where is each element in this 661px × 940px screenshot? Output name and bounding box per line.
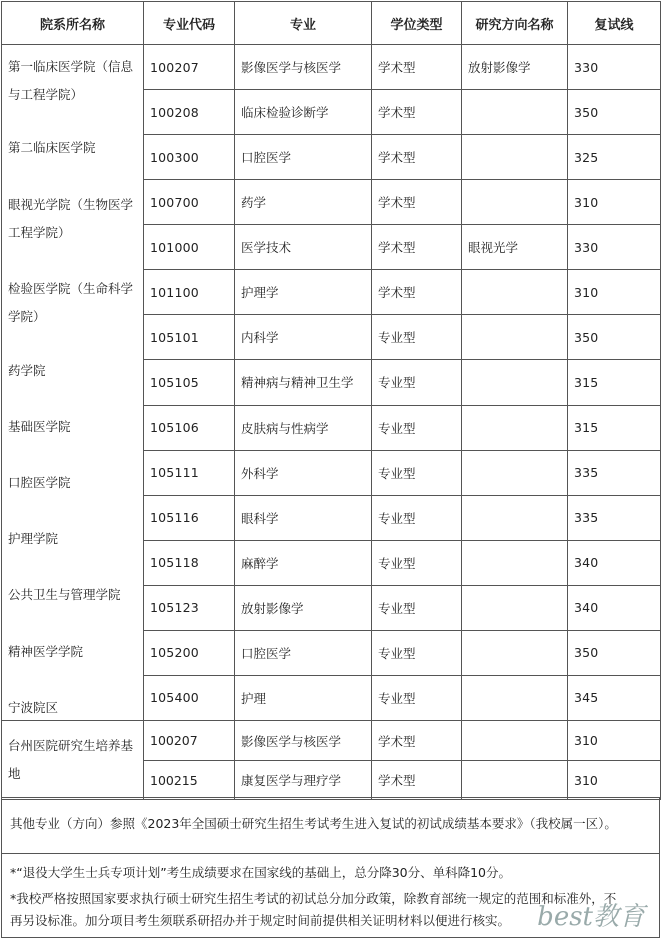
cell-score: 340 xyxy=(568,585,661,630)
department-name: 口腔医学院 xyxy=(8,475,71,490)
cell-type: 专业型 xyxy=(372,405,462,450)
cell-direction xyxy=(462,585,568,630)
cell-direction xyxy=(462,540,568,585)
cell-code: 105116 xyxy=(144,495,235,540)
cell-direction xyxy=(462,270,568,315)
watermark-logo: best教育 xyxy=(537,902,645,932)
cell-score: 350 xyxy=(568,90,661,135)
cell-direction: 放射影像学 xyxy=(462,45,568,90)
cell-score: 325 xyxy=(568,135,661,180)
header-department: 院系所名称 xyxy=(2,2,144,45)
cell-type: 专业型 xyxy=(372,540,462,585)
cell-type: 学术型 xyxy=(372,721,462,761)
cell-major: 护理学 xyxy=(235,270,372,315)
cell-major: 眼科学 xyxy=(235,495,372,540)
note-bonus-policy-1: *我校严格按照国家要求执行硕士研究生招生考试的初试总分加分政策，除教育部统一规定的范围和标准外，不 xyxy=(10,891,617,906)
note-veteran-plan: *“退役大学生士兵专项计划”考生成绩要求在国家线的基础上，总分降30分、单科降10分。 xyxy=(10,865,512,880)
cell-type: 学术型 xyxy=(372,45,462,90)
cell-major: 皮肤病与性病学 xyxy=(235,405,372,450)
cell-code: 105101 xyxy=(144,315,235,360)
cell-code: 105200 xyxy=(144,630,235,675)
notes-section xyxy=(1,797,660,938)
header-research-direction: 研究方向名称 xyxy=(462,2,568,45)
cell-type: 学术型 xyxy=(372,135,462,180)
cell-code: 101100 xyxy=(144,270,235,315)
cell-major: 医学技术 xyxy=(235,225,372,270)
cell-code: 100207 xyxy=(144,45,235,90)
cell-score: 350 xyxy=(568,315,661,360)
cell-type: 专业型 xyxy=(372,360,462,405)
cell-score: 315 xyxy=(568,360,661,405)
table-header-row xyxy=(2,2,661,45)
cell-code: 105400 xyxy=(144,675,235,720)
cell-major: 口腔医学 xyxy=(235,135,372,180)
cell-score: 340 xyxy=(568,540,661,585)
department-name: 宁波院区 xyxy=(8,700,59,715)
cell-major: 临床检验诊断学 xyxy=(235,90,372,135)
cell-score: 310 xyxy=(568,180,661,225)
cell-code: 105123 xyxy=(144,585,235,630)
cell-code: 105105 xyxy=(144,360,235,405)
cell-code: 105111 xyxy=(144,450,235,495)
cell-type: 专业型 xyxy=(372,495,462,540)
cell-score: 345 xyxy=(568,675,661,720)
department-name: 药学院 xyxy=(8,363,46,378)
table-row xyxy=(2,721,661,761)
header-major: 专业 xyxy=(235,2,372,45)
cell-major: 麻醉学 xyxy=(235,540,372,585)
cell-score: 335 xyxy=(568,450,661,495)
department-name: 精神医学学院 xyxy=(8,644,84,659)
department-name: 眼视光学院（生物医学工程学院） xyxy=(8,197,134,240)
cell-direction xyxy=(462,630,568,675)
cell-code: 100208 xyxy=(144,90,235,135)
cell-score: 330 xyxy=(568,45,661,90)
cell-direction xyxy=(462,450,568,495)
cell-score: 310 xyxy=(568,761,661,800)
cell-score: 330 xyxy=(568,225,661,270)
cell-type: 学术型 xyxy=(372,270,462,315)
cell-direction xyxy=(462,721,568,761)
cell-type: 学术型 xyxy=(372,761,462,800)
cell-major: 内科学 xyxy=(235,315,372,360)
cell-type: 专业型 xyxy=(372,585,462,630)
cell-score: 310 xyxy=(568,721,661,761)
notes-divider xyxy=(2,853,659,854)
cell-direction xyxy=(462,495,568,540)
department-name: 检验医学院（生命科学学院） xyxy=(8,281,134,324)
admission-score-table xyxy=(1,1,661,800)
cell-direction xyxy=(462,180,568,225)
cell-major: 外科学 xyxy=(235,450,372,495)
cell-type: 学术型 xyxy=(372,225,462,270)
department-taizhou: 台州医院研究生培养基地 xyxy=(2,721,144,800)
cell-code: 105106 xyxy=(144,405,235,450)
note-other-majors: 其他专业（方向）参照《2023年全国硕士研究生招生考试考生进入复试的初试成绩基本要求》（我校属一区）。 xyxy=(10,816,617,831)
cell-major: 护理 xyxy=(235,675,372,720)
cell-major: 影像医学与核医学 xyxy=(235,45,372,90)
cell-direction: 眼视光学 xyxy=(462,225,568,270)
cell-code: 100207 xyxy=(144,721,235,761)
cell-major: 放射影像学 xyxy=(235,585,372,630)
header-major-code: 专业代码 xyxy=(144,2,235,45)
department-cell xyxy=(2,45,144,721)
cell-score: 310 xyxy=(568,270,661,315)
cell-type: 学术型 xyxy=(372,180,462,225)
cell-major: 口腔医学 xyxy=(235,630,372,675)
cell-direction xyxy=(462,135,568,180)
cell-major: 康复医学与理疗学 xyxy=(235,761,372,800)
department-name: 第二临床医学院 xyxy=(8,140,96,155)
cell-direction xyxy=(462,761,568,800)
department-name: 基础医学院 xyxy=(8,419,71,434)
department-name: 第一临床医学院（信息与工程学院） xyxy=(8,59,134,102)
cell-type: 专业型 xyxy=(372,630,462,675)
cell-major: 精神病与精神卫生学 xyxy=(235,360,372,405)
cell-type: 专业型 xyxy=(372,675,462,720)
header-retest-score: 复试线 xyxy=(568,2,661,45)
cell-major: 影像医学与核医学 xyxy=(235,721,372,761)
cell-type: 学术型 xyxy=(372,90,462,135)
department-name: 公共卫生与管理学院 xyxy=(8,587,121,602)
cell-code: 101000 xyxy=(144,225,235,270)
cell-code: 100300 xyxy=(144,135,235,180)
header-degree-type: 学位类型 xyxy=(372,2,462,45)
cell-major: 药学 xyxy=(235,180,372,225)
cell-direction xyxy=(462,90,568,135)
cell-score: 335 xyxy=(568,495,661,540)
cell-score: 350 xyxy=(568,630,661,675)
cell-code: 100215 xyxy=(144,761,235,800)
cell-direction xyxy=(462,675,568,720)
cell-direction xyxy=(462,360,568,405)
cell-score: 315 xyxy=(568,405,661,450)
table-row xyxy=(2,45,661,90)
note-bonus-policy-2: 再另设标准。加分项目考生须联系研招办并于规定时间前提供相关证明材料以便进行核实。 xyxy=(10,913,511,928)
cell-direction xyxy=(462,405,568,450)
cell-type: 专业型 xyxy=(372,450,462,495)
cell-direction xyxy=(462,315,568,360)
cell-type: 专业型 xyxy=(372,315,462,360)
cell-code: 105118 xyxy=(144,540,235,585)
department-name: 护理学院 xyxy=(8,531,59,546)
cell-code: 100700 xyxy=(144,180,235,225)
